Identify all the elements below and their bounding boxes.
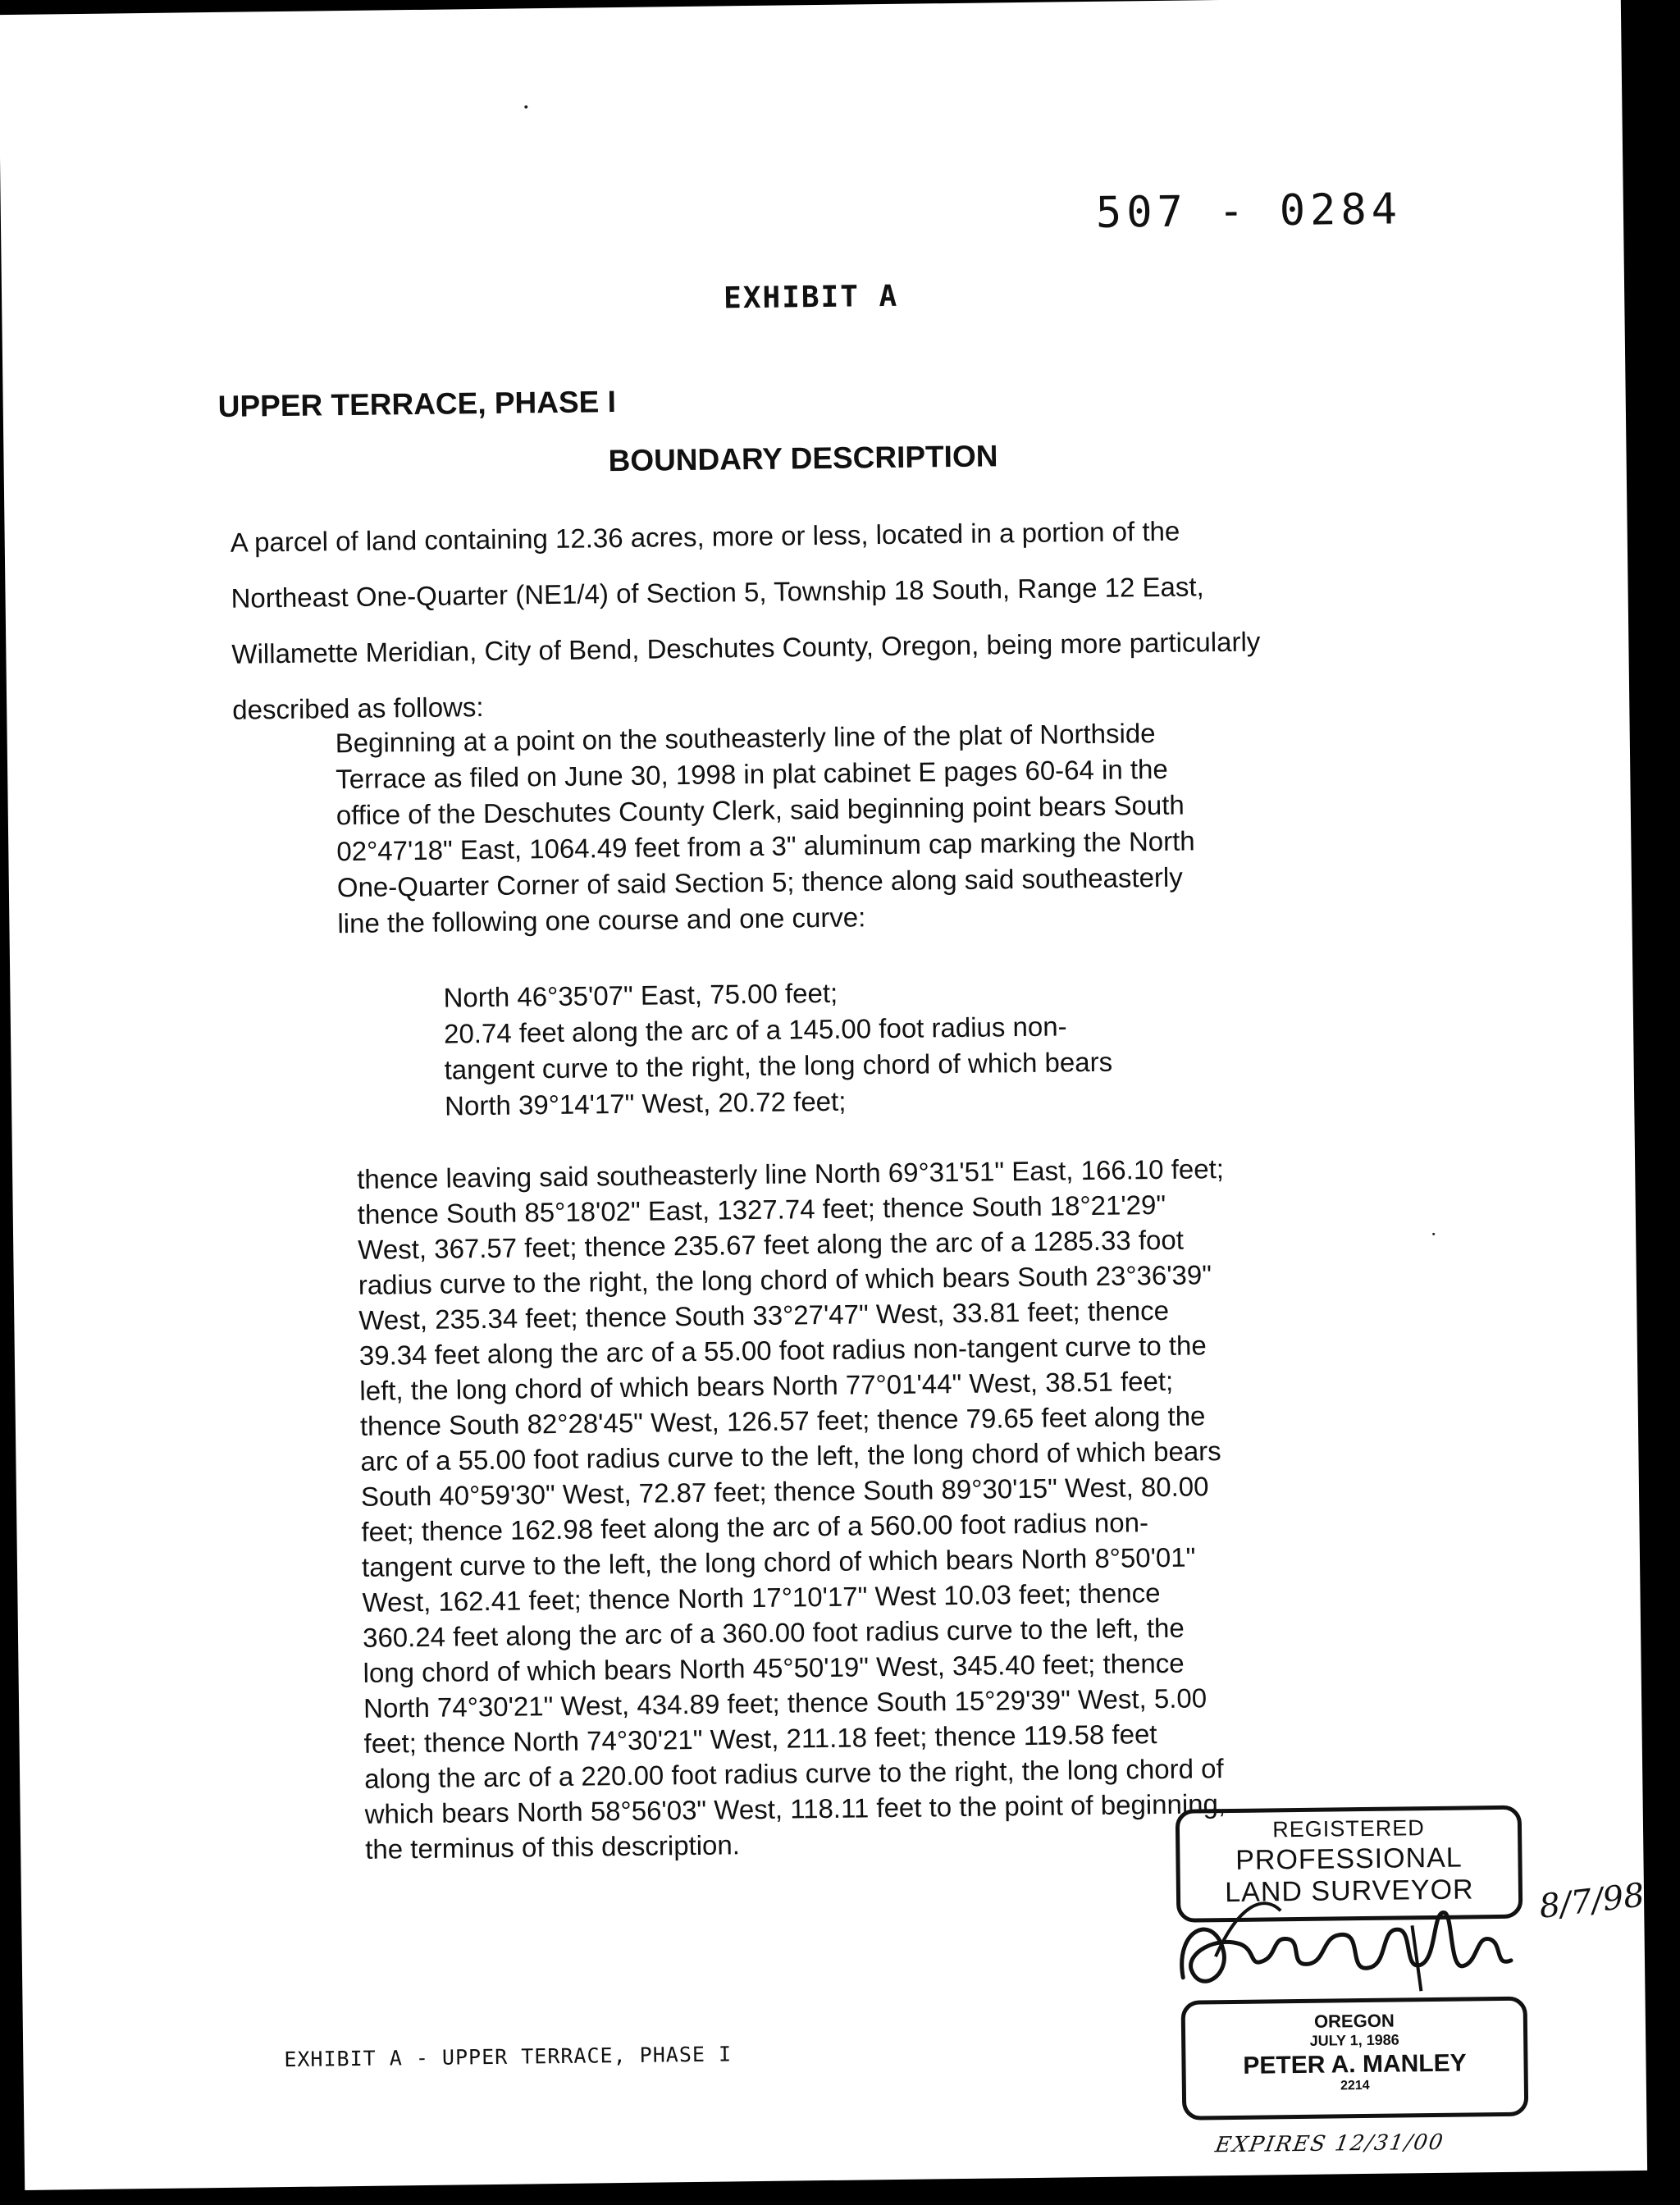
handwritten-date: 8/7/98 <box>1536 1876 1647 1926</box>
intro-line: Northeast One-Quarter (NE1/4) of Section 5, Township 18 South, Range 12 East, <box>231 571 1204 614</box>
project-title: UPPER TERRACE, PHASE I <box>217 385 617 423</box>
beginning-line: Terrace as filed on June 30, 1998 in plat cabinet E pages 60-64 in the <box>336 753 1168 795</box>
thence-line: feet; thence 162.98 feet along the arc of a 560.00 foot radius non- <box>361 1507 1149 1547</box>
thence-line: radius curve to the right, the long chord of which bears South 23°36'39" <box>358 1259 1212 1300</box>
thence-line: thence South 85°18'02" East, 1327.74 feet; thence South 18°21'29" <box>357 1189 1166 1230</box>
intro-line: Willamette Meridian, City of Bend, Deschutes County, Oregon, being more particularly <box>231 626 1261 669</box>
intro-line: A parcel of land containing 12.36 acres, more or less, located in a portion of the <box>230 515 1180 558</box>
footer-caption: EXHIBIT A - UPPER TERRACE, PHASE I <box>284 2042 733 2072</box>
thence-line: 39.34 feet along the arc of a 55.00 foot radius non-tangent curve to the <box>358 1330 1207 1371</box>
intro-line: described as follows: <box>232 692 484 725</box>
thence-line: West, 235.34 feet; thence South 33°27'47" West, 33.81 feet; thence <box>358 1294 1170 1335</box>
thence-line: tangent curve to the left, the long chord of which bears North 8°50'01" <box>361 1541 1196 1582</box>
section-heading: BOUNDARY DESCRIPTION <box>608 439 998 478</box>
beginning-line: One-Quarter Corner of said Section 5; thence along said southeasterly <box>336 861 1183 903</box>
beginning-line: Beginning at a point on the southeasterly line of the plat of Northside <box>335 718 1156 759</box>
thence-line: left, the long chord of which bears North 77°01'44" West, 38.51 feet; <box>359 1365 1174 1406</box>
stamp-land-surveyor: LAND SURVEYOR <box>1225 1874 1474 1909</box>
thence-line: the terminus of this description. <box>365 1829 741 1865</box>
beginning-line: office of the Deschutes County Clerk, said beginning point bears South <box>336 789 1185 831</box>
thence-line: long chord of which bears North 45°50'19" West, 345.40 feet; thence <box>363 1647 1185 1688</box>
scan-speck <box>524 105 527 108</box>
stamp-name: PETER A. MANLEY <box>1243 2049 1467 2079</box>
thence-line: 360.24 feet along the arc of a 360.00 foot radius curve to the left, the <box>362 1612 1185 1653</box>
course-line: North 46°35'07" East, 75.00 feet; <box>443 977 838 1013</box>
thence-line: which bears North 58°56'03" West, 118.11 feet to the point of beginning, <box>364 1788 1226 1829</box>
surveyor-stamp-footer <box>1181 1997 1529 2121</box>
course-line: 20.74 feet along the arc of a 145.00 foot radius non- <box>443 1011 1067 1049</box>
course-line: tangent curve to the right, the long chord of which bears <box>444 1046 1113 1085</box>
stamp-registered: REGISTERED <box>1272 1815 1425 1842</box>
stamp-professional: PROFESSIONAL <box>1235 1842 1463 1876</box>
thence-line: South 40°59'30" West, 72.87 feet; thence South 89°30'15" West, 80.00 <box>360 1471 1209 1512</box>
thence-line: along the arc of a 220.00 foot radius curve to the right, the long chord of <box>363 1753 1224 1794</box>
exhibit-title: EXHIBIT A <box>723 279 899 316</box>
beginning-line: 02°47'18" East, 1064.49 feet from a 3" aluminum cap marking the North <box>336 825 1195 867</box>
scan-speck <box>1432 1233 1435 1235</box>
thence-line: West, 367.57 feet; thence 235.67 feet along the arc of a 1285.33 foot <box>358 1224 1185 1265</box>
expiration-note: EXPIRES 12/31/00 <box>1213 2130 1446 2158</box>
thence-line: West, 162.41 feet; thence North 17°10'17" West 10.03 feet; thence <box>362 1577 1161 1618</box>
stamp-number: 2214 <box>1340 2078 1370 2093</box>
thence-line: thence South 82°28'45" West, 126.57 feet; thence 79.65 feet along the <box>359 1400 1206 1441</box>
course-line: North 39°14'17" West, 20.72 feet; <box>444 1085 847 1121</box>
thence-line: North 74°30'21" West, 434.89 feet; thence South 15°29'39" West, 5.00 <box>363 1682 1208 1723</box>
stamp-state: OREGON <box>1313 2010 1395 2032</box>
thence-line: feet; thence North 74°30'21" West, 211.18 feet; thence 119.58 feet <box>363 1719 1157 1759</box>
thence-line: thence leaving said southeasterly line North 69°31'51" East, 166.10 feet; <box>357 1153 1225 1194</box>
stamp-date: JULY 1, 1986 <box>1309 2031 1399 2049</box>
document-number: 507 - 0284 <box>1095 185 1403 238</box>
beginning-line: line the following one course and one curve: <box>337 902 866 939</box>
thence-line: arc of a 55.00 foot radius curve to the left, the long chord of which bears <box>360 1436 1221 1477</box>
